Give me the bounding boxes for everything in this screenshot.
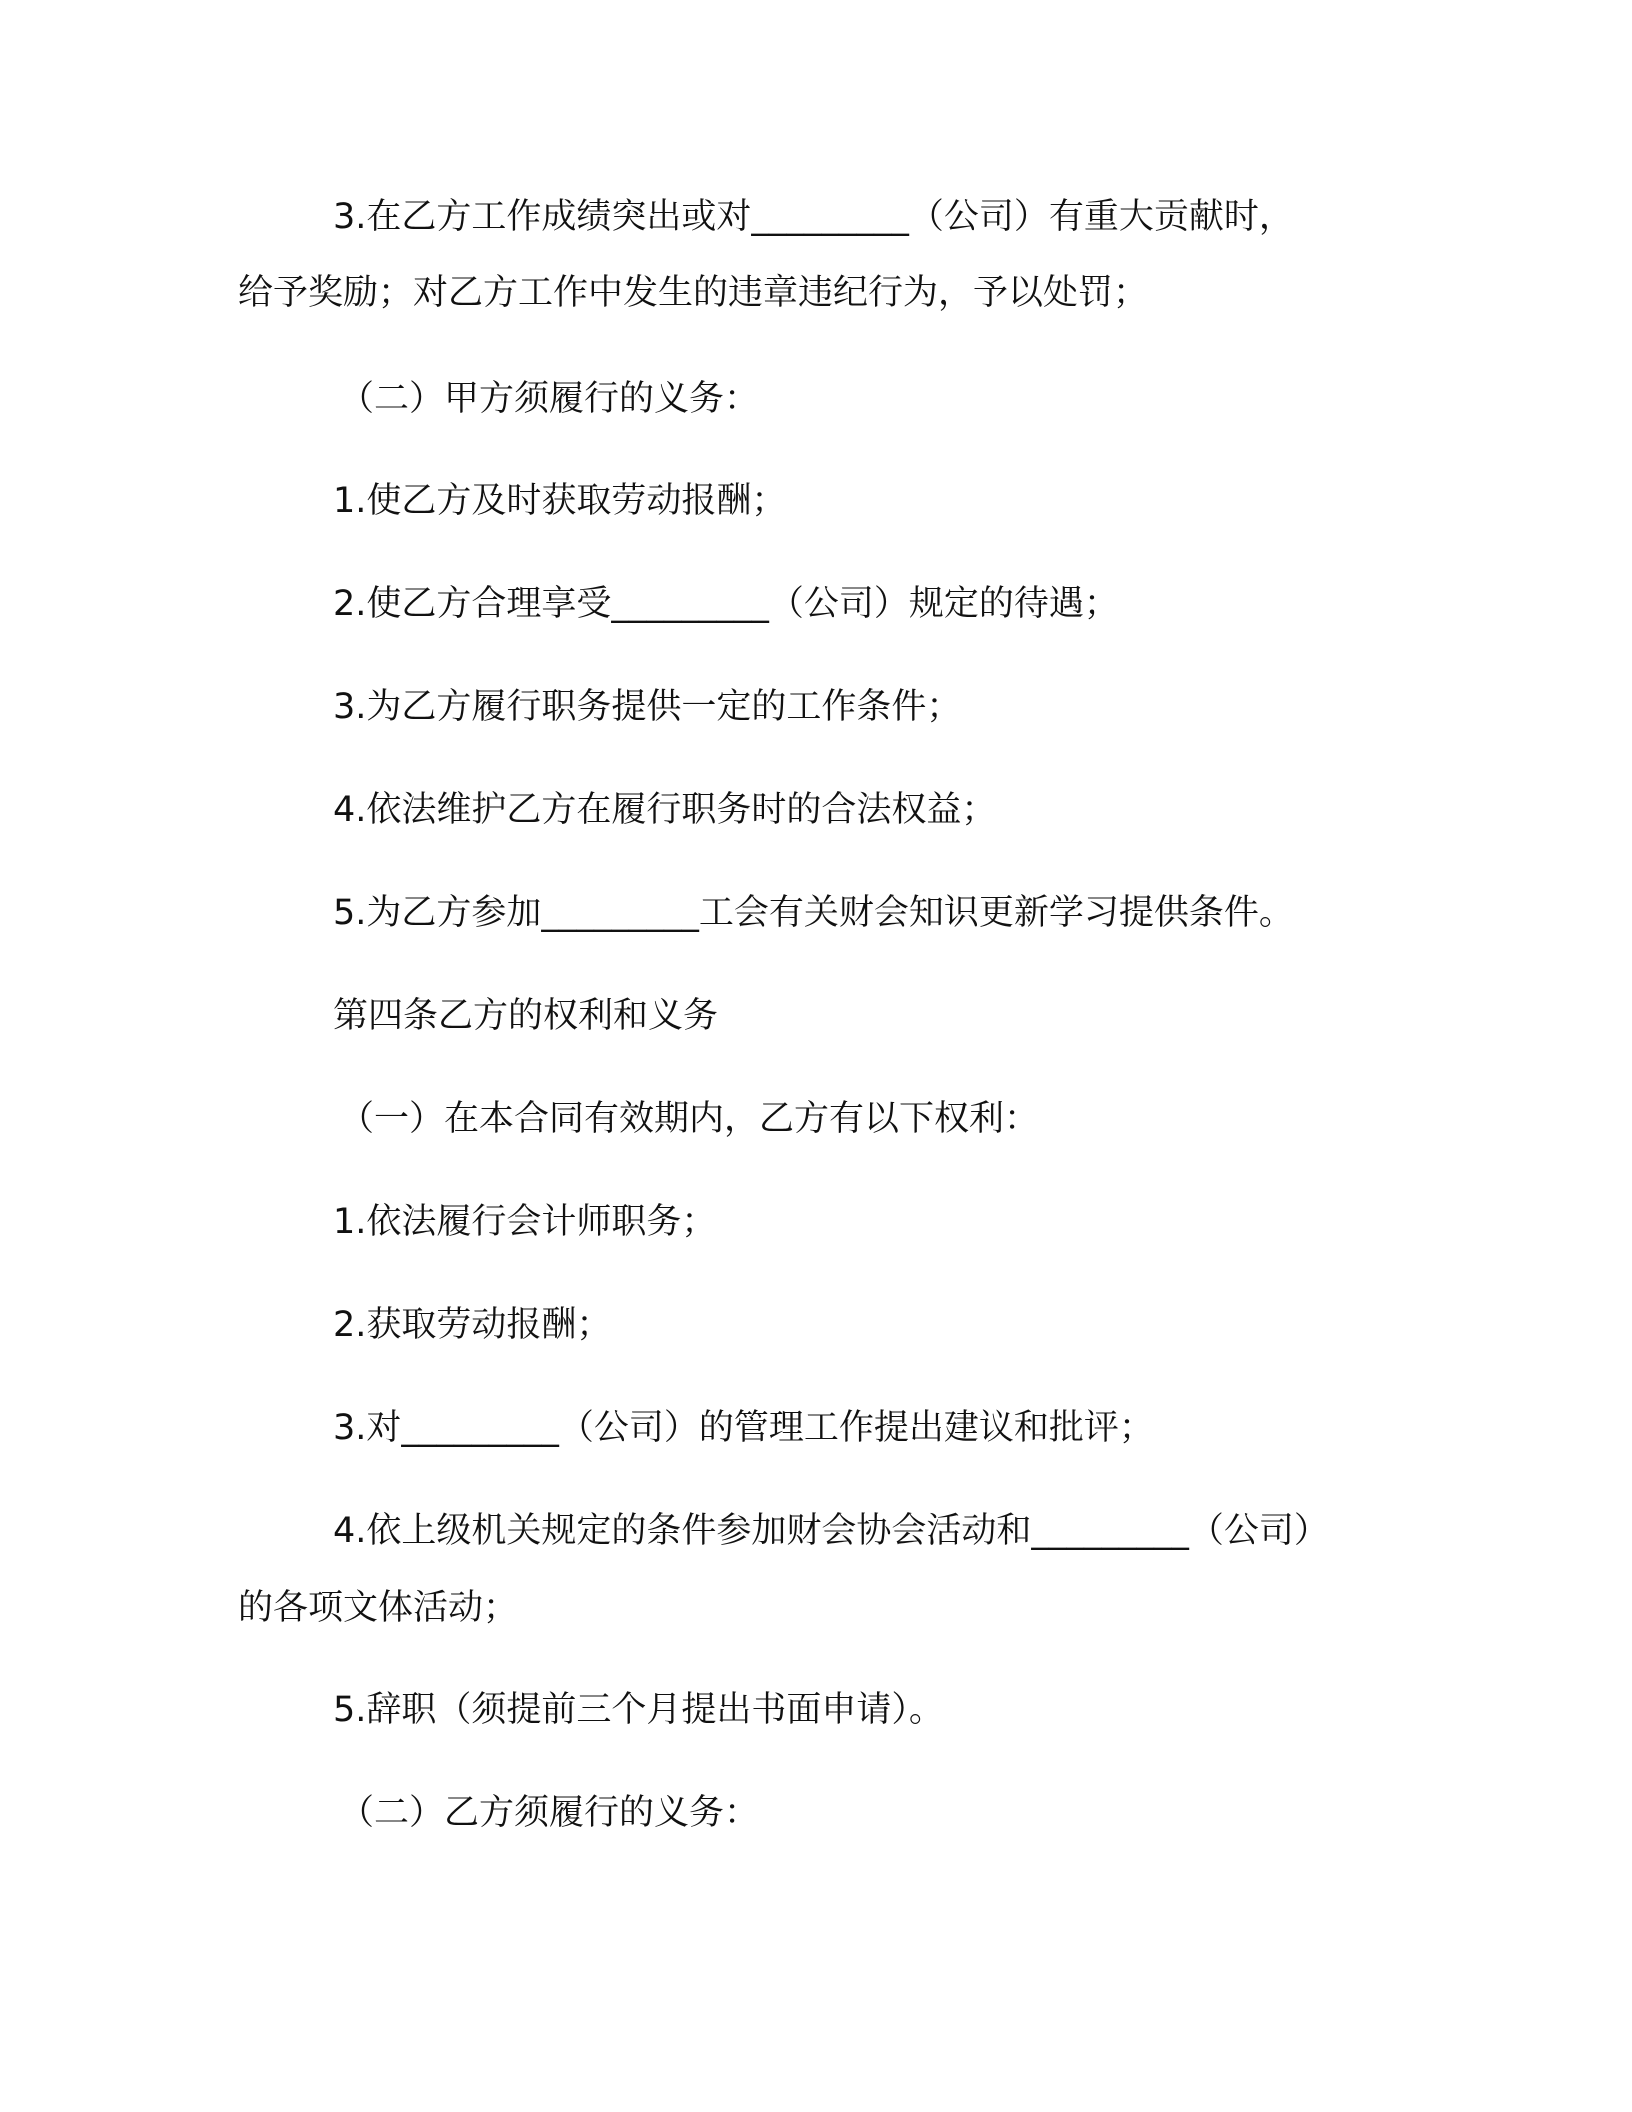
paragraph-line: 2.使乙方合理享受_________（公司）规定的待遇； bbox=[333, 584, 1119, 624]
section-heading: （二）甲方须履行的义务： bbox=[339, 379, 760, 419]
paragraph-line: 3.对_________（公司）的管理工作提出建议和批评； bbox=[333, 1408, 1154, 1448]
section-heading: （一）在本合同有效期内，乙方有以下权利： bbox=[339, 1099, 1040, 1139]
paragraph-line: 1.依法履行会计师职务； bbox=[333, 1202, 717, 1242]
paragraph-line: 5.辞职（须提前三个月提出书面申请）。 bbox=[333, 1690, 944, 1730]
article-heading: 第四条乙方的权利和义务 bbox=[333, 996, 719, 1036]
paragraph-line: 3.为乙方履行职务提供一定的工作条件； bbox=[333, 687, 962, 727]
paragraph-line: 给予奖励；对乙方工作中发生的违章违纪行为，予以处罚； bbox=[238, 273, 1149, 313]
paragraph-line: 4.依上级机关规定的条件参加财会协会活动和_________（公司） bbox=[333, 1511, 1329, 1551]
paragraph-line: 的各项文体活动； bbox=[238, 1588, 519, 1628]
paragraph-line: 1.使乙方及时获取劳动报酬； bbox=[333, 481, 787, 521]
section-heading: （二）乙方须履行的义务： bbox=[339, 1793, 760, 1833]
paragraph-line: 3.在乙方工作成绩突出或对_________（公司）有重大贡献时， bbox=[333, 197, 1294, 237]
paragraph-line: 2.获取劳动报酬； bbox=[333, 1305, 612, 1345]
paragraph-line: 5.为乙方参加_________工会有关财会知识更新学习提供条件。 bbox=[333, 893, 1294, 933]
paragraph-line: 4.依法维护乙方在履行职务时的合法权益； bbox=[333, 790, 997, 830]
